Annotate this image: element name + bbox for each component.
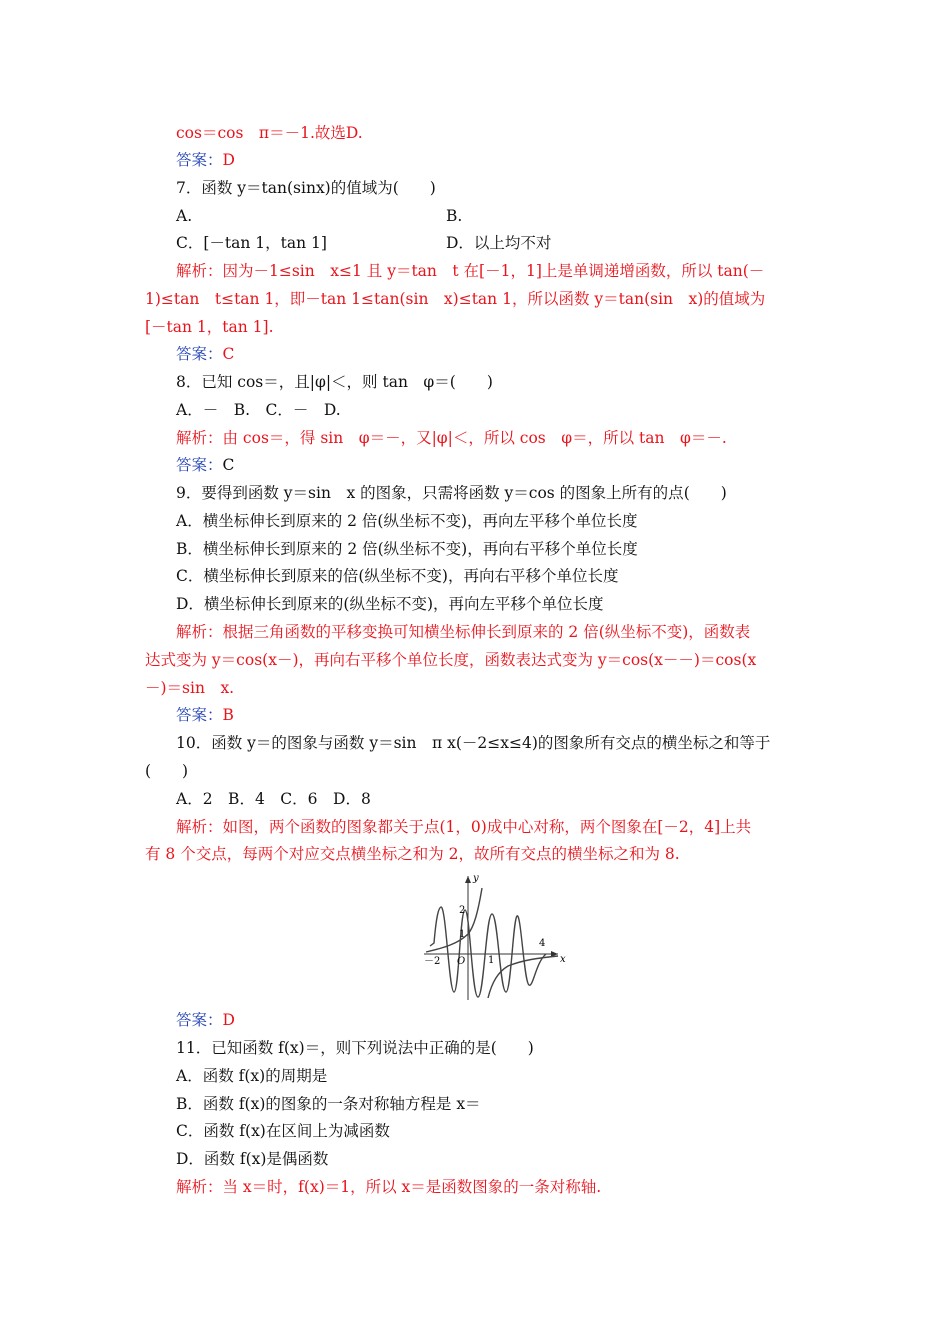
answer-line: [176, 150, 235, 170]
solution-line: 1)≤tan t≤tan 1，即－tan 1≤tan(sin x)≤tan 1，所以函数 y＝tan(sin x)的值域为: [145, 290, 766, 308]
answer-value: D: [222, 1011, 235, 1029]
answer-value: C: [222, 456, 235, 474]
option-a: A.: [176, 207, 193, 225]
x-label: x: [560, 954, 566, 965]
answer-label: 答案：: [176, 706, 223, 724]
solution-line: 达式变为 y＝cos(x－)，再向右平移个单位长度，函数表达式变为 y＝cos(x－－)＝cos(x: [145, 651, 757, 669]
answer-label: 答案：: [176, 151, 223, 169]
question-11: 11．已知函数 f(x)＝，则下列说法中正确的是( ): [176, 1039, 534, 1057]
answer-line: [176, 705, 234, 725]
option-a: A．横坐标伸长到原来的 2 倍(纵坐标不变)，再向左平移个单位长度: [176, 512, 638, 530]
options-line: A．2 B．4 C．6 D．8: [176, 790, 371, 808]
question-9: 9．要得到函数 y＝sin x 的图象，只需将函数 y＝cos 的图象上所有的点( ): [176, 484, 727, 502]
answer-label: 答案：: [176, 456, 223, 474]
solution-line: 解析：因为－1≤sin x≤1 且 y＝tan t 在[－1，1]上是单调递增函数，所以 tan(－: [176, 262, 765, 280]
tick-1-y: 1: [459, 929, 466, 940]
option-c: C．横坐标伸长到原来的倍(纵坐标不变)，再向右平移个单位长度: [176, 567, 619, 585]
tick-4: 4: [539, 938, 546, 949]
option-b: B．函数 f(x)的图象的一条对称轴方程是 x＝: [176, 1095, 481, 1113]
option-b: B.: [446, 207, 463, 225]
origin-label: O: [457, 956, 466, 967]
solution-line: 解析：根据三角函数的平移变换可知横坐标伸长到原来的 2 倍(纵坐标不变)，函数表: [176, 623, 751, 641]
option-a: A．函数 f(x)的周期是: [176, 1067, 328, 1085]
option-c: C．函数 f(x)在区间上为减函数: [176, 1122, 390, 1140]
question-10-paren: ( ): [145, 762, 189, 780]
sine-curve: [430, 907, 546, 997]
y-arrow-icon: [465, 876, 471, 883]
solution-line: 解析：由 cos＝，得 sin φ＝－，又|φ|＜，所以 cos φ＝，所以 tan φ＝－.: [176, 429, 727, 447]
answer-label: 答案：: [176, 1011, 223, 1029]
solution-line: [－tan 1，tan 1].: [145, 318, 274, 336]
question-7: 7．函数 y＝tan(sinx)的值域为( ): [176, 179, 436, 197]
option-c: C．[－tan 1，tan 1]: [176, 234, 327, 252]
y-label: y: [473, 873, 479, 884]
question-8: 8．已知 cos＝，且|φ|＜，则 tan φ＝( ): [176, 373, 493, 391]
solution-line: 解析：如图，两个函数的图象都关于点(1，0)成中心对称，两个图象在[－2，4]上共: [176, 818, 752, 836]
hyperbola-right-branch: [488, 956, 558, 998]
solution-line: cos＝cos π＝－1.故选D.: [176, 124, 363, 142]
option-b: B．横坐标伸长到原来的 2 倍(纵坐标不变)，再向右平移个单位长度: [176, 540, 638, 558]
answer-value: C: [222, 345, 235, 363]
answer-line: [176, 344, 234, 364]
option-d: D．函数 f(x)是偶函数: [176, 1150, 329, 1168]
solution-line: －)＝sin x.: [145, 679, 235, 697]
tick-1-x: 1: [488, 955, 495, 966]
answer-line: [176, 1010, 235, 1030]
option-d: D．横坐标伸长到原来的(纵坐标不变)，再向左平移个单位长度: [176, 595, 604, 613]
options-line: A．－ B. C．－ D.: [176, 401, 341, 419]
answer-value: B: [222, 706, 234, 724]
answer-label: 答案：: [176, 345, 223, 363]
solution-line: 解析：当 x＝时，f(x)＝1，所以 x＝是函数图象的一条对称轴.: [176, 1178, 602, 1196]
option-d: D．以上均不对: [446, 234, 552, 252]
solution-line: 有 8 个交点，每两个对应交点横坐标之和为 2，故所有交点的横坐标之和为 8.: [145, 845, 680, 863]
tick-neg-2: －2: [424, 956, 441, 967]
question-10: 10．函数 y＝的图象与函数 y＝sin π x(－2≤x≤4)的图象所有交点的横坐标之和等于: [176, 734, 771, 752]
answer-line: [176, 455, 234, 475]
function-graph-figure: [418, 872, 568, 1006]
tick-2: 2: [459, 905, 466, 916]
answer-value: D: [222, 151, 235, 169]
